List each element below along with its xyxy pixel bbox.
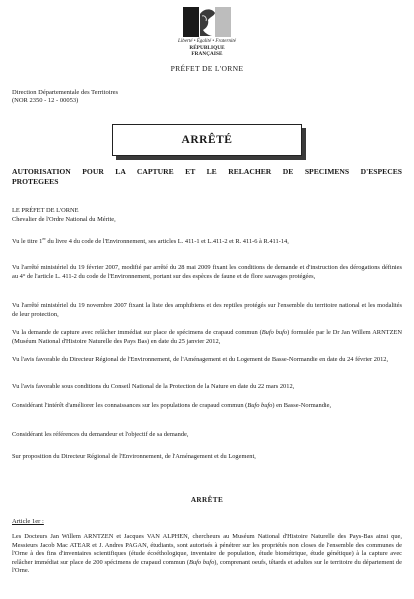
- vu-paragraph-3: Vu l'arrêté ministériel du 19 novembre 2007 fixant la liste des amphibiens et des reptiles protégés sur l'ensemble du territoire national et les modalités de leur protection,: [12, 302, 402, 318]
- document-title: ARRÊTÉ: [181, 134, 233, 146]
- document-title-box: [112, 124, 302, 156]
- subject-line-2: PROTEGEES: [12, 177, 59, 186]
- considerant-paragraph-1: Considérant l'intérêt d'améliorer les connaissances sur les populations de crapaud commun (Bufo bufo) en Basse-Normandie,: [12, 402, 332, 409]
- decree-heading: ARRÊTE: [190, 496, 224, 504]
- article-1-text: Les Docteurs Jan Willem ARNTZEN et Jacques VAN ALPHEN, chercheurs au Muséum National d'Histoire Naturelle des Pays-Bas ainsi que, Messieurs Jacob Mac ATEAR et J. Andres PAGAN, étudiants, sont autorisés à pénétrer sur les propriétés non closes de l'ensemble des communes de l'Orne à des fins d'inventaires scientifiques (étude écoéthologique, inventaire de population, étude biométrique, étude génétique) à la capture avec relâcher immédiat sur place de 200 spécimens de crapaud commun (Bufo bufo), comprenant oeufs, têtards et adultes sur le territoire du département de l'Orne.: [12, 533, 403, 575]
- considerant-paragraph-2: Considérant les références du demandeur et l'objectif de sa demande,: [12, 431, 189, 438]
- proposition-paragraph: Sur proposition du Directeur Régional de l'Environnement, de l'Aménagement et du Logement,: [12, 453, 256, 460]
- prefecture-title: PRÉFET DE L'ORNE: [170, 64, 244, 73]
- vu-paragraph-6: Vu l'avis favorable sous conditions du Conseil National de la Protection de la Nature en date du 22 mars 2012,: [12, 383, 295, 390]
- vu-paragraph-2: Vu l'arrêté ministériel du 19 février 2007, modifié par arrêté du 28 mai 2009 fixant les conditions de demande et d'instruction des dérogations définies au 4° de l'article L. 411-2 du code de l'Environnement, portant sur des espèces de faune et de flore sauvages protégées,: [12, 264, 402, 280]
- signatory-honor: Chevalier de l'Ordre National du Mérite,: [12, 215, 116, 223]
- direction-block: [12, 89, 118, 105]
- article-1-title: Article 1er :: [12, 518, 44, 525]
- republic-logo: [176, 6, 238, 57]
- vu-paragraph-1: Vu le titre 1er du livre 4 du code de l'Environnement, ses articles L. 411-1 et L.411-2 et R. 411-6 à R.411-14,: [12, 235, 289, 245]
- subject-line-1: AUTORISATION POUR LA CAPTURE ET LE RELACHER DE SPECIMENS D'ESPECES: [12, 167, 402, 176]
- signatory-block: [12, 207, 402, 224]
- signatory-title: LE PRÉFET DE L'ORNE: [12, 207, 79, 214]
- vu-paragraph-5: Vu l'avis favorable du Directeur Régional de l'Environnement, de l'Aménagement et du Logement de Basse-Normandie en date du 24 février 2012,: [12, 356, 389, 363]
- vu-paragraph-4: Vu la demande de capture avec relâcher immédiat sur place de spécimens de crapaud commun (Bufo bufo) formulée par le Dr Jan Willem ARNTZEN (Muséum National d'Histoire Naturelle des Pays Bas) en date du 25 janvier 2012,: [12, 329, 403, 345]
- reference-number: (NOR 2350 - 12 - 00053): [12, 97, 79, 104]
- direction-name: Direction Départementale des Territoires: [12, 89, 119, 96]
- republic-motto: Liberté • Égalité • Fraternité: [178, 39, 236, 44]
- marianne-icon: [182, 6, 232, 38]
- republic-name: RÉPUBLIQUE FRANÇAISE: [189, 45, 225, 57]
